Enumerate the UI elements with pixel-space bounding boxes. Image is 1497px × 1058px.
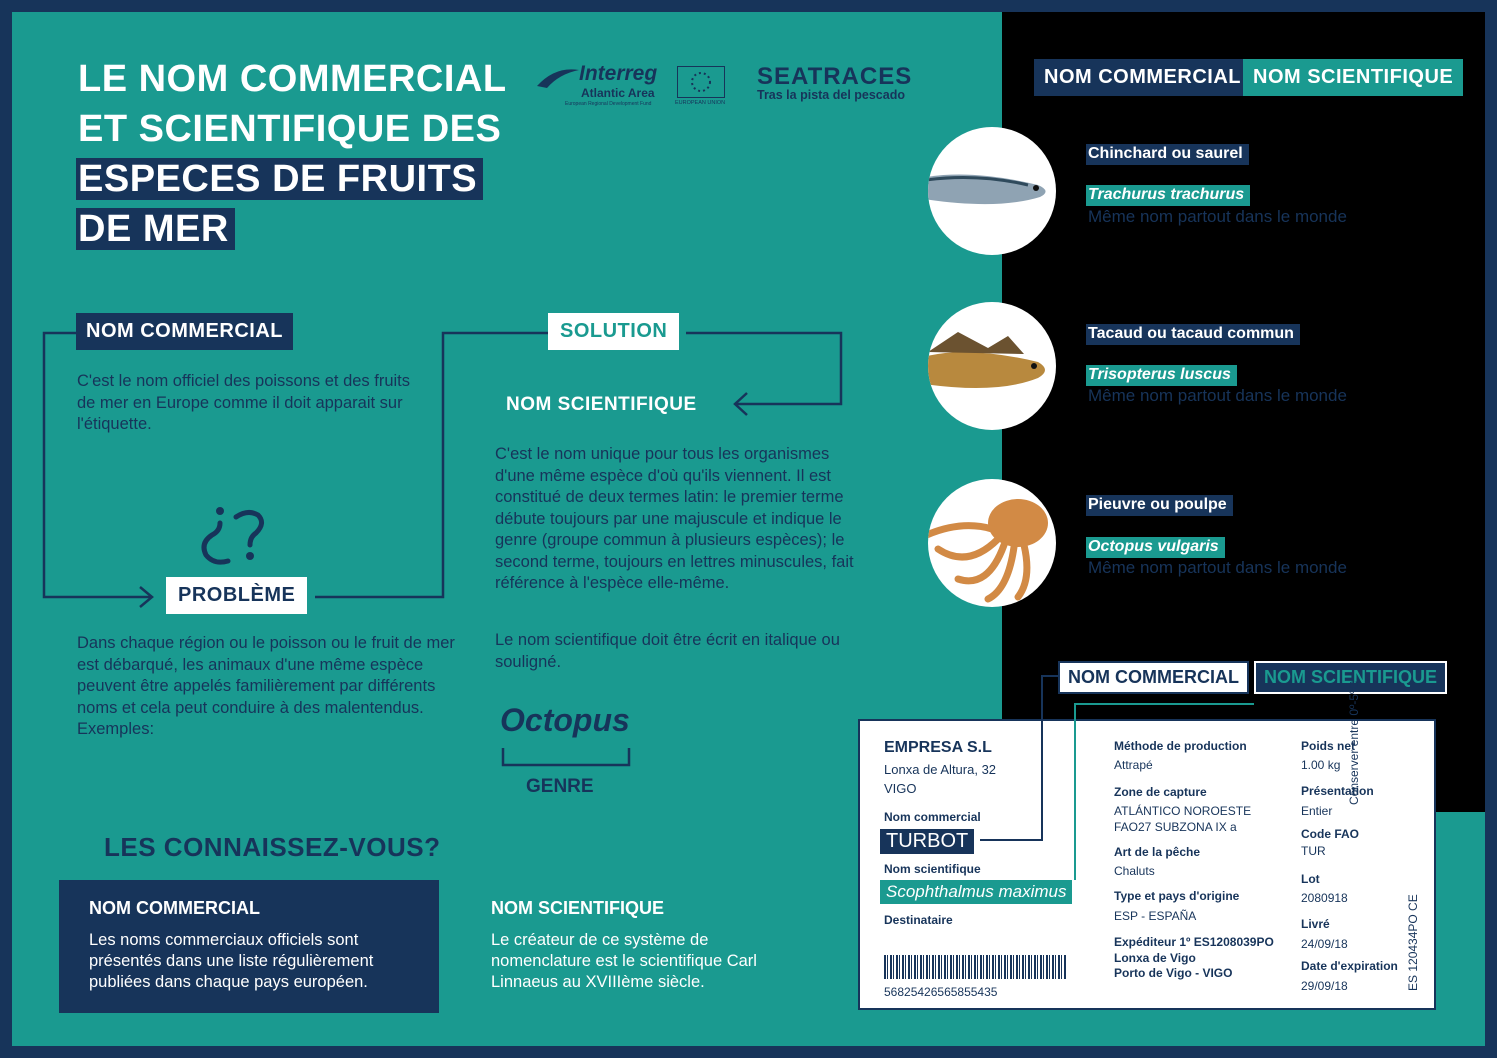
fao-caption: Code FAO xyxy=(1301,827,1360,841)
title-line-3: ESPECES DE FRUITS xyxy=(76,158,483,200)
company-name: EMPRESA S.L xyxy=(884,739,992,756)
label-nom-commercial: NOM COMMERCIAL xyxy=(76,313,293,350)
genus-label: GENRE xyxy=(526,776,594,797)
expiry-caption: Date d'expiration xyxy=(1301,959,1398,973)
commercial-value: TURBOT xyxy=(880,829,974,854)
italic-note: Le nom scientifique doit être écrit en italique ou souligné. xyxy=(495,631,840,671)
species-1-note: Même nom partout dans le monde xyxy=(1088,207,1347,226)
species-3-note: Même nom partout dans le monde xyxy=(1088,558,1347,577)
interreg-fund: European Regional Development Fund xyxy=(565,101,652,107)
shipper-line-3: Porto de Vigo - VIGO xyxy=(1114,966,1233,980)
species-1-scientific: Trachurus trachurus xyxy=(1086,185,1250,206)
quiz-scientific-text: Le créateur de ce système de nomenclature est le scientifique Carl Linnaeus au XVIIIème siècle. xyxy=(491,931,757,991)
probleme-description: Dans chaque région ou le poisson ou le fruit de mer est débarqué, les animaux d'une même espèce peuvent être appelés familièrement par différents noms et cela peut conduire à des malentendus. Exemples: xyxy=(77,634,455,738)
presentation-caption: Présentation xyxy=(1301,784,1374,798)
method-value: Attrapé xyxy=(1114,758,1153,772)
interreg-subtitle: Atlantic Area xyxy=(581,86,655,100)
label-solution: SOLUTION xyxy=(548,313,679,350)
method-caption: Méthode de production xyxy=(1114,739,1247,753)
fao-value: TUR xyxy=(1301,844,1326,858)
scientific-value: Scophthalmus maximus xyxy=(880,880,1072,904)
address-line-2: VIGO xyxy=(884,781,917,796)
label-probleme: PROBLÈME xyxy=(166,577,307,614)
zone-value-2: FAO27 SUBZONA IX a xyxy=(1114,820,1237,834)
destinataire-caption: Destinataire xyxy=(884,913,953,927)
quiz-commercial-text: Les noms commerciaux officiels sont présentés dans une liste régulièrement publiées dans chaque pays européen. xyxy=(89,931,374,991)
barcode-number: 56825426565855435 xyxy=(884,985,998,999)
title-line-4: DE MER xyxy=(76,208,235,250)
origin-caption: Type et pays d'origine xyxy=(1114,889,1240,903)
weight-value: 1.00 kg xyxy=(1301,758,1341,772)
seatraces-tagline: Tras la pista del pescado xyxy=(757,88,905,102)
interreg-wordmark: Interreg xyxy=(579,62,658,85)
zone-value-1: ATLÁNTICO NOROESTE xyxy=(1114,804,1252,818)
species-2-note: Même nom partout dans le monde xyxy=(1088,386,1347,405)
seatraces-logo: SEATRACES xyxy=(757,63,913,90)
address-line-1: Lonxa de Altura, 32 xyxy=(884,762,997,777)
quiz-heading: LES CONNAISSEZ-VOUS? xyxy=(104,832,441,862)
weight-caption: Poids net xyxy=(1301,739,1356,753)
shipper-line-2: Lonxa de Vigo xyxy=(1114,951,1196,965)
delivered-value: 24/09/18 xyxy=(1301,937,1348,951)
eu-caption: EUROPEAN UNION xyxy=(675,100,726,106)
label-tag-scientific: NOM SCIENTIFIQUE xyxy=(1254,661,1447,694)
species-3-common: Pieuvre ou poulpe xyxy=(1086,495,1233,516)
species-1-common: Chinchard ou saurel xyxy=(1086,144,1249,165)
lot-value: 2080918 xyxy=(1301,891,1348,905)
commercial-caption: Nom commercial xyxy=(884,810,981,824)
expiry-value: 29/09/18 xyxy=(1301,979,1348,993)
label-nom-scientifique: NOM SCIENTIFIQUE xyxy=(506,394,697,415)
storage-note-vertical: Conserver entre 0º-5ºC xyxy=(1347,680,1361,805)
tag-nom-commercial: NOM COMMERCIAL xyxy=(1034,59,1251,96)
health-mark-vertical: ES 120434PO CE xyxy=(1406,894,1420,991)
species-3-scientific: Octopus vulgaris xyxy=(1086,537,1225,558)
genus-example: Octopus xyxy=(500,702,630,738)
species-2-scientific: Trisopterus luscus xyxy=(1086,365,1237,386)
label-tag-commercial: NOM COMMERCIAL xyxy=(1058,661,1249,694)
quiz-commercial-title: NOM COMMERCIAL xyxy=(89,898,260,918)
origin-value: ESP - ESPAÑA xyxy=(1114,909,1197,923)
zone-caption: Zone de capture xyxy=(1114,785,1207,799)
presentation-value: Entier xyxy=(1301,804,1333,818)
title-line-2: ET SCIENTIFIQUE DES xyxy=(78,108,502,150)
lot-caption: Lot xyxy=(1301,872,1320,886)
gear-caption: Art de la pêche xyxy=(1114,845,1201,859)
nom-scientifique-description: C'est le nom unique pour tous les organismes d'une même espèce d'où qu'ils viennent. Il est constitué de deux termes latin: le premier terme débute toujours par une majuscule et indique le genre (groupe commun à plusieurs espèces); le second terme, toujours en lettres minuscules, fait référence à l'espèce elle-même. xyxy=(495,445,854,592)
shipper-line-1: Expéditeur 1º ES1208039PO xyxy=(1114,935,1274,949)
tag-nom-scientifique: NOM SCIENTIFIQUE xyxy=(1243,59,1463,96)
delivered-caption: Livré xyxy=(1301,917,1330,931)
species-2-common: Tacaud ou tacaud commun xyxy=(1086,324,1300,345)
scientific-caption: Nom scientifique xyxy=(884,862,981,876)
gear-value: Chaluts xyxy=(1114,864,1155,878)
title-line-1: LE NOM COMMERCIAL xyxy=(78,58,507,100)
quiz-scientific-title: NOM SCIENTIFIQUE xyxy=(491,898,665,918)
nom-commercial-description: C'est le nom officiel des poissons et des fruits de mer en Europe comme il doit apparait sur l'étiquette. xyxy=(77,372,411,433)
